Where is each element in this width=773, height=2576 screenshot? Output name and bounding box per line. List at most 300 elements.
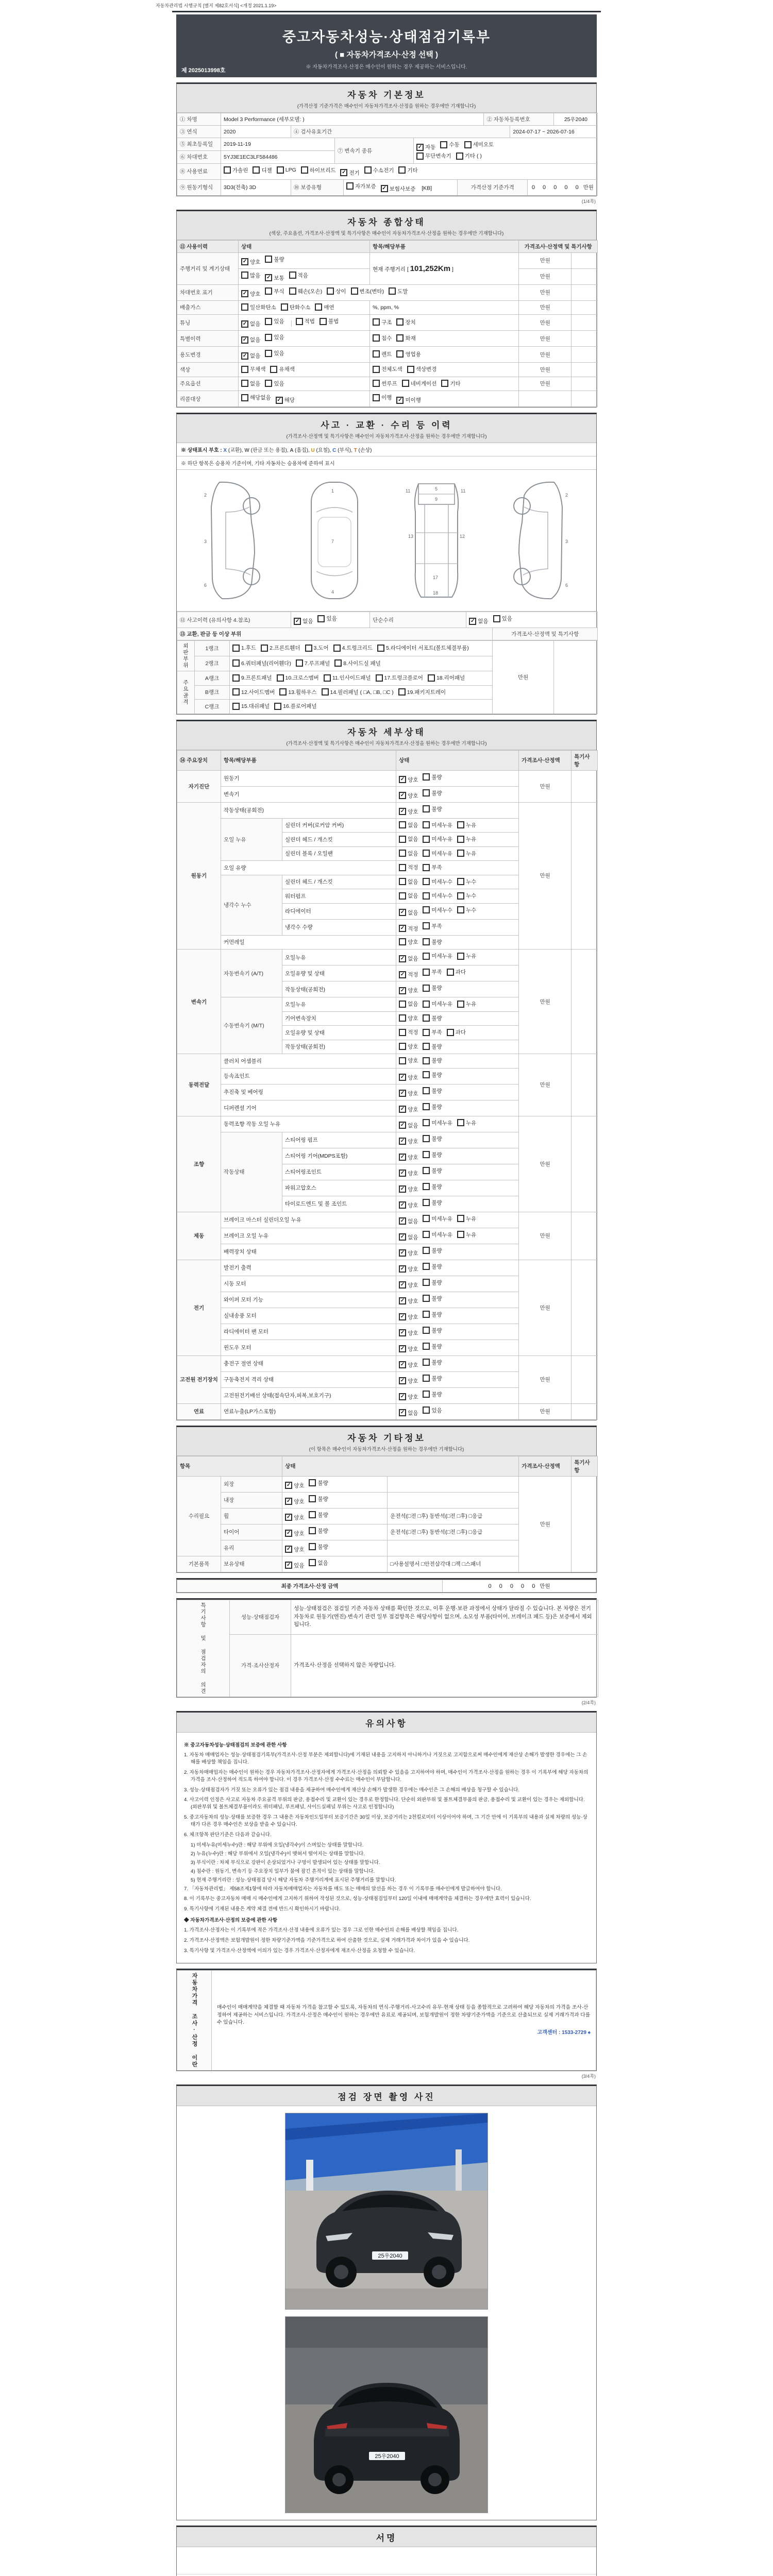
checkbox-영업용[interactable] [396, 350, 421, 358]
checkbox-box [423, 985, 430, 992]
checkbox-양호[interactable] [399, 776, 418, 784]
checkbox-양호[interactable] [399, 987, 418, 994]
checkbox-적정[interactable] [399, 1028, 418, 1036]
checkbox-불량[interactable] [423, 1135, 442, 1143]
checkbox-LPG[interactable] [277, 166, 296, 174]
checkbox-불량[interactable] [423, 1295, 442, 1302]
checkbox-누수[interactable] [457, 906, 476, 914]
status-code-legend [177, 443, 596, 456]
checkbox-2.프론트휀더[interactable] [261, 644, 300, 652]
checkbox-불량[interactable] [265, 256, 284, 263]
checkbox-불량[interactable] [423, 1199, 442, 1207]
price-cell: 만원 [519, 770, 572, 802]
checkbox-미세누유[interactable] [423, 1215, 452, 1223]
checkbox-없음[interactable] [241, 352, 260, 360]
checkbox-하이브리드[interactable] [301, 166, 336, 174]
checkbox-8.사이드실 패널[interactable] [334, 659, 381, 667]
checkbox-양호[interactable] [399, 1057, 418, 1064]
checkbox-누유[interactable] [457, 821, 476, 829]
checkbox-box [373, 380, 380, 387]
note-cell [572, 331, 598, 347]
exchange-label: ⑬ 교환, 판금 등 이상 부위 [177, 628, 493, 640]
checkbox-없음[interactable] [399, 892, 418, 900]
note-cell [572, 1212, 598, 1260]
checkbox-양호[interactable] [399, 1014, 418, 1022]
checkbox-box: ✓ [381, 185, 388, 192]
checkbox-해당없음[interactable] [241, 394, 271, 401]
tr-element [177, 1600, 598, 1634]
checkbox-label: 있음 [274, 350, 284, 357]
checkbox-15.대쉬패널[interactable] [232, 702, 270, 710]
checkbox-적법[interactable] [296, 317, 315, 325]
checkbox-box [457, 906, 464, 913]
checkbox-불법[interactable] [320, 317, 339, 325]
checkbox-양호[interactable] [399, 1329, 418, 1337]
checkbox-9.프론트패널[interactable] [232, 674, 272, 682]
item-sub-group: 수동변속기 (M/T) [221, 997, 282, 1054]
checkbox-불량[interactable] [423, 1087, 442, 1095]
checkbox-없음[interactable] [241, 320, 260, 328]
panel-group-label: 주요골격 [177, 671, 195, 714]
item-name: 라디에이터 팬 모터 [221, 1324, 396, 1340]
checkbox-box: ✓ [399, 792, 406, 799]
title-band [176, 14, 597, 77]
checkbox-box [423, 922, 430, 929]
section-notice [176, 1711, 597, 1963]
checkbox-탄화수소[interactable] [281, 303, 311, 311]
checkbox-없음[interactable] [399, 850, 418, 857]
device-group-label: 고전원 전기장치 [177, 1355, 221, 1403]
status-options [396, 770, 519, 786]
checkbox-자가보증[interactable] [346, 182, 376, 190]
checkbox-label: 불량 [431, 1343, 442, 1350]
checkbox-13.휠하우스[interactable] [279, 688, 316, 696]
section-sign [176, 2526, 597, 2576]
checkbox-16.플로어패널[interactable] [274, 702, 316, 710]
checkbox-유채색[interactable] [270, 365, 294, 373]
document-subtitle: ( ■ 자동차가격조사·산정 선택 ) [334, 50, 439, 59]
status-options [396, 1403, 519, 1419]
rank-items [230, 700, 493, 714]
checkbox-18.리어패널[interactable] [428, 674, 465, 682]
checkbox-자동[interactable] [416, 143, 435, 151]
checkbox-양호[interactable] [285, 1498, 304, 1505]
checkbox-4.트렁크리드[interactable] [333, 644, 373, 652]
checkbox-양호[interactable] [285, 1546, 304, 1553]
checkbox-변조(변타)[interactable] [351, 287, 384, 295]
checkbox-양호[interactable] [285, 1530, 304, 1537]
checkbox-label: 과다 [455, 1029, 466, 1036]
checkbox-box: ✓ [399, 1090, 406, 1097]
checkbox-불량[interactable] [423, 1279, 442, 1286]
item-name: 오일 유량 [221, 861, 396, 875]
checkbox-불량[interactable] [423, 1103, 442, 1111]
checkbox-불량[interactable] [423, 1359, 442, 1366]
checkbox-불량[interactable] [423, 1311, 442, 1318]
checkbox-수동[interactable] [440, 141, 459, 148]
checkbox-양호[interactable] [399, 792, 418, 800]
checkbox-불량[interactable] [309, 1495, 328, 1503]
checkbox-보통[interactable] [265, 274, 284, 282]
notice-item: 1. 자동차 매매업자는 성능·상태점검기록부(가격조사·산정 부분은 제외합니다)에 기재된 내용을 고지하지 아니하거나 거짓으로 고지함으로써 매수인에게 재산상 손해가 발생한 경우에는 그 손해를 배상할 책임을 집니다. [184, 1752, 587, 1765]
checkbox-있음[interactable] [265, 349, 284, 357]
checkbox-불량[interactable] [423, 1057, 442, 1064]
checkbox-box [423, 892, 430, 900]
detail-note: (가격조사·산정액 및 특기사항은 매수인이 자동차가격조사·산정을 원하는 경우에만 기재합니다) [286, 740, 487, 747]
checkbox-label: 양호 [408, 1090, 418, 1097]
checkbox-미세누수[interactable] [423, 906, 452, 914]
checkbox-box [399, 1001, 406, 1008]
checkbox-누유[interactable] [457, 952, 476, 960]
note-cell [572, 315, 598, 331]
checkbox-불량[interactable] [423, 1391, 442, 1398]
item-cell [370, 377, 519, 391]
checkbox-불량[interactable] [423, 1183, 442, 1191]
checkbox-불량[interactable] [423, 984, 442, 992]
tbody-element [177, 1456, 598, 1572]
checkbox-양호[interactable] [399, 1138, 418, 1145]
checkbox-도말[interactable] [389, 287, 408, 295]
checkbox-box: ✓ [399, 925, 406, 932]
status-options [396, 1371, 519, 1387]
checkbox-훼손(오손)[interactable] [289, 287, 323, 295]
checkbox-box [253, 166, 260, 174]
checkbox-불량[interactable] [423, 805, 442, 813]
checkbox-14.필러패널 ( □A, □B, □C )[interactable] [322, 688, 394, 696]
text-element: 6 [565, 583, 568, 588]
checkbox-없음[interactable] [399, 878, 418, 886]
checkbox-미세누수[interactable] [423, 878, 452, 886]
checkbox-미세누유[interactable] [423, 1119, 452, 1127]
checkbox-불량[interactable] [423, 1151, 442, 1159]
checkbox-box [398, 166, 406, 174]
checkbox-침수[interactable] [373, 334, 392, 342]
ellipse-element [332, 2473, 346, 2486]
checkbox-양호[interactable] [399, 1265, 418, 1273]
checkbox-양호[interactable] [399, 1281, 418, 1289]
col-header: 가격조사·산정액 [519, 1456, 572, 1476]
checkbox-일산화탄소[interactable] [241, 303, 276, 311]
checkbox-미세누유[interactable] [423, 952, 452, 960]
misc-band [177, 1427, 596, 1456]
checkbox-box [423, 1135, 430, 1142]
checkbox-부족[interactable] [423, 968, 442, 976]
checkbox-양호[interactable] [399, 1361, 418, 1369]
checkbox-label: 양호 [408, 1074, 418, 1081]
path-element [523, 507, 548, 575]
checkbox-10.크로스멤버[interactable] [277, 674, 319, 682]
note-cell [572, 268, 598, 284]
checkbox-이행[interactable] [373, 394, 392, 401]
photos-band [177, 2086, 596, 2106]
item-name: 와이퍼 모터 기능 [221, 1292, 396, 1308]
checkbox-있음[interactable] [265, 380, 284, 387]
checkbox-양호[interactable] [399, 1170, 418, 1177]
checkbox-과다[interactable] [447, 968, 466, 976]
checkbox-양호[interactable] [399, 1106, 418, 1113]
checkbox-누유[interactable] [457, 850, 476, 857]
checkbox-양호[interactable] [399, 1377, 418, 1385]
checkbox-불량[interactable] [423, 1263, 442, 1270]
checkbox-5.라디에이터 서포트(볼트체결부품)[interactable] [377, 644, 469, 652]
checkbox-label: 있음 [501, 616, 512, 622]
checkbox-불량[interactable] [423, 789, 442, 797]
checkbox-양호[interactable] [399, 1249, 418, 1257]
checkbox-양호[interactable] [399, 808, 418, 816]
checkbox-누수[interactable] [457, 878, 476, 886]
checkbox-label: 없음 [250, 353, 261, 359]
checkbox-불량[interactable] [423, 938, 442, 946]
checkbox-매연[interactable] [315, 303, 334, 311]
checkbox-없음[interactable] [399, 909, 418, 917]
checkbox-양호[interactable] [399, 1393, 418, 1401]
checkbox-미세누유[interactable] [423, 821, 452, 829]
checkbox-box: ✓ [399, 971, 406, 978]
page-marker-2: (2/4쪽) [581, 1700, 596, 1705]
checkbox-누수[interactable] [457, 892, 476, 900]
checkbox-없음[interactable] [309, 1559, 328, 1567]
checkbox-해당[interactable] [276, 396, 295, 404]
status-options [396, 1116, 519, 1132]
text-element: 7 [331, 539, 334, 544]
checkbox-불량[interactable] [423, 1043, 442, 1050]
checkbox-불량[interactable] [423, 1014, 442, 1022]
checkbox-적음[interactable] [289, 272, 308, 279]
notice-subitem: 2) 누유(누수)란 : 해당 부위에서 오일(냉각수)이 맺혀서 떨어지는 상태를 말합니다. [191, 1851, 365, 1857]
checkbox-없음[interactable] [399, 821, 418, 829]
status-options [396, 1292, 519, 1308]
checkbox-없음[interactable] [399, 955, 418, 962]
checkbox-미세누수[interactable] [423, 892, 452, 900]
checkbox-미이행[interactable] [396, 396, 421, 404]
notice-item: 3. 특기사항 및 가격조사·산정액에 이의가 있는 경우 가격조사·산정자에게 재조사·산정을 요청할 수 있습니다. [184, 1947, 415, 1954]
checkbox-불량[interactable] [423, 1375, 442, 1382]
signature-area[interactable] [177, 2547, 596, 2574]
checkbox-양호[interactable] [399, 1297, 418, 1305]
checkbox-17.트렁크플로어[interactable] [376, 674, 423, 682]
comprehensive-band [177, 211, 596, 240]
checkbox-과다[interactable] [447, 1028, 466, 1036]
checkbox-box [423, 1057, 430, 1064]
checkbox-적정[interactable] [399, 971, 418, 978]
checkbox-box [281, 303, 288, 311]
checkbox-box [241, 394, 248, 401]
checkbox-불량[interactable] [423, 1247, 442, 1255]
checkbox-누유[interactable] [457, 835, 476, 843]
checkbox-label: 불량 [317, 1528, 328, 1534]
checkbox-box [309, 1559, 316, 1566]
checkbox-label: 양호 [408, 1314, 418, 1320]
checkbox-부식[interactable] [265, 287, 284, 295]
accident-history-options [291, 612, 370, 628]
checkbox-렌트[interactable] [373, 350, 392, 358]
checkbox-없음[interactable] [399, 835, 418, 843]
checkbox-미세누유[interactable] [423, 1000, 452, 1008]
checkbox-누유[interactable] [457, 1119, 476, 1127]
checkbox-label: 미세누유 [431, 1120, 452, 1126]
checkbox-있음[interactable] [265, 333, 284, 341]
base-price-digits: 0 0 0 0 0 [531, 184, 582, 191]
checkbox-3.도어[interactable] [305, 644, 329, 652]
checkbox-구조[interactable] [373, 318, 392, 326]
checkbox-양호[interactable] [399, 1154, 418, 1161]
status-options [396, 1180, 519, 1196]
checkbox-전체도색[interactable] [373, 365, 402, 373]
checkbox-있음[interactable] [265, 317, 284, 325]
checkbox-가솔린[interactable] [224, 166, 248, 174]
checkbox-box [224, 166, 231, 174]
col-header: 특기사항 [572, 1456, 598, 1476]
checkbox-없음[interactable] [399, 1233, 418, 1241]
checkbox-불량[interactable] [309, 1479, 328, 1487]
checkbox-있음[interactable] [285, 1562, 304, 1569]
checkbox-디젤[interactable] [253, 166, 272, 174]
price-cell: 만원 [519, 1212, 572, 1260]
item-name: 디퍼렌셜 기어 [221, 1100, 396, 1116]
checkbox-상이[interactable] [327, 287, 346, 295]
note-cell [572, 802, 598, 950]
checkbox-불량[interactable] [423, 773, 442, 781]
engine-type-value: 3D3(전축) 3D [221, 179, 291, 195]
checkbox-불량[interactable] [423, 1167, 442, 1175]
checkbox-label: 없음 [408, 909, 418, 916]
checkbox-보험사보증[interactable] [381, 185, 416, 193]
opinion-block [176, 1598, 597, 1698]
checkbox-box [232, 645, 240, 652]
checkbox-색상변경[interactable] [407, 365, 437, 373]
checkbox-미세누유[interactable] [423, 835, 452, 843]
checkbox-불량[interactable] [423, 1071, 442, 1079]
usage-label: 용도변경 [177, 347, 239, 363]
checkbox-누유[interactable] [457, 1000, 476, 1008]
checkbox-누유[interactable] [457, 1231, 476, 1239]
checkbox-box [399, 850, 406, 857]
checkbox-양호[interactable] [399, 938, 418, 946]
note-cell [554, 641, 598, 714]
accident-title: 사고 · 교환 · 수리 등 이력 [321, 420, 452, 430]
checkbox-없음[interactable] [399, 1122, 418, 1129]
checkbox-label: 누유 [465, 850, 477, 857]
checkbox-7.루프패널[interactable] [296, 659, 330, 667]
checkbox-양호[interactable] [285, 1514, 304, 1521]
checkbox-box [265, 334, 272, 341]
checkbox-미세누유[interactable] [423, 1231, 452, 1239]
checkbox-12.사이드멤버[interactable] [232, 688, 275, 696]
checkbox-양호[interactable] [399, 1043, 418, 1050]
checkbox-11.인사이드패널[interactable] [324, 674, 371, 682]
checkbox-label: 기타 ( ) [464, 153, 482, 159]
checkbox-무채색[interactable] [241, 365, 265, 373]
checkbox-기타[interactable] [441, 380, 460, 387]
checkbox-label: 양호 [408, 1362, 418, 1368]
checkbox-부족[interactable] [423, 1028, 442, 1036]
checkbox-없음[interactable] [241, 380, 260, 387]
circle-element [243, 498, 260, 514]
checkbox-없음[interactable] [241, 336, 260, 344]
field-label: ⑩ 보증유형 [291, 179, 344, 195]
checkbox-썬루프[interactable] [373, 380, 397, 387]
checkbox-있음[interactable] [493, 615, 512, 622]
checkbox-label: 누유 [465, 1120, 477, 1126]
document-title: 중고자동차성능·상태점검기록부 [282, 29, 491, 45]
checkbox-19.패키지트레이[interactable] [398, 688, 446, 696]
item-name: 실린더 블록 / 오일팬 [282, 846, 396, 861]
checkbox-양호[interactable] [399, 1074, 418, 1081]
checkbox-label: 있음 [431, 1407, 442, 1414]
checkbox-label: 불량 [431, 1058, 442, 1064]
checkbox-label: 누유 [465, 1215, 477, 1222]
checkbox-누유[interactable] [457, 1215, 476, 1223]
item-name: 변속기 [221, 786, 396, 802]
checkbox-box: ✓ [399, 1393, 406, 1400]
checkbox-세미오토[interactable] [464, 141, 494, 148]
checkbox-1.후드[interactable] [232, 644, 256, 652]
checkbox-6.쿼터패널(리어휀다)[interactable] [232, 659, 291, 667]
checkbox-양호[interactable] [241, 290, 260, 298]
checkbox-양호[interactable] [399, 1345, 418, 1353]
text-element: 9 [434, 497, 438, 502]
checkbox-네비게이션[interactable] [402, 380, 437, 387]
checkbox-box [289, 272, 296, 279]
checkbox-없음[interactable] [399, 1217, 418, 1225]
accident-history-table [177, 612, 598, 640]
checkbox-불량[interactable] [423, 1343, 442, 1350]
checkbox-양호[interactable] [241, 258, 260, 266]
checkbox-불량[interactable] [309, 1527, 328, 1535]
checkbox-장치[interactable] [396, 318, 415, 326]
checkbox-기타[interactable] [398, 166, 417, 174]
checkbox-적정[interactable] [399, 863, 418, 871]
checkbox-전기[interactable] [340, 169, 359, 177]
tr-element [177, 802, 598, 818]
tr-element [177, 113, 598, 126]
checkbox-box [457, 821, 464, 828]
checkbox-부족[interactable] [423, 863, 442, 871]
checkbox-양호[interactable] [399, 1090, 418, 1097]
checkbox-box [428, 674, 435, 682]
checkbox-있음[interactable] [423, 1406, 442, 1414]
checkbox-양호[interactable] [399, 1201, 418, 1209]
checkbox-label: 상이 [335, 288, 346, 295]
checkbox-화재[interactable] [396, 334, 415, 342]
checkbox-없음[interactable] [399, 1409, 418, 1417]
checkbox-무단변속기[interactable] [416, 152, 451, 160]
checkbox-불량[interactable] [423, 1327, 442, 1334]
checkbox-불량[interactable] [309, 1511, 328, 1519]
status-options-secondary [291, 320, 344, 327]
checkbox-없음[interactable] [294, 617, 313, 625]
checkbox-없음[interactable] [399, 1000, 418, 1008]
checkbox-label: 없음 [408, 1410, 418, 1416]
checkbox-양호[interactable] [285, 1482, 304, 1489]
checkbox-많음[interactable] [241, 272, 260, 279]
notice-item: 4. 사고이력 인정은 사고로 자동차 주요골격 부위의 판금, 용접수리 및 교환이 있는 경우로 한정합니다. 단순히 외판부위 및 볼트체결부품의 판금, 용접수리 및 교환이 있는 경우는 제외합니다. (외판부위 및 볼트체결부품이라도 쿼터패널, 루프패널, 사이드실패널 부위는 사고로 인정합니다) [184, 1797, 585, 1810]
checkbox-불량[interactable] [309, 1543, 328, 1551]
checkbox-양호[interactable] [399, 1185, 418, 1193]
checkbox-있음[interactable] [317, 615, 337, 622]
checkbox-기타 ( )[interactable] [456, 152, 482, 160]
checkbox-수소전기[interactable] [364, 166, 394, 174]
checkbox-적정[interactable] [399, 925, 418, 933]
tbody-element [177, 750, 598, 1419]
checkbox-부족[interactable] [423, 922, 442, 930]
status-options [396, 1026, 519, 1040]
checkbox-없음[interactable] [469, 617, 488, 625]
checkbox-양호[interactable] [399, 1313, 418, 1321]
legend-code-T: T [354, 448, 359, 453]
checkbox-label: 양호 [408, 776, 418, 783]
checkbox-미세누유[interactable] [423, 850, 452, 857]
